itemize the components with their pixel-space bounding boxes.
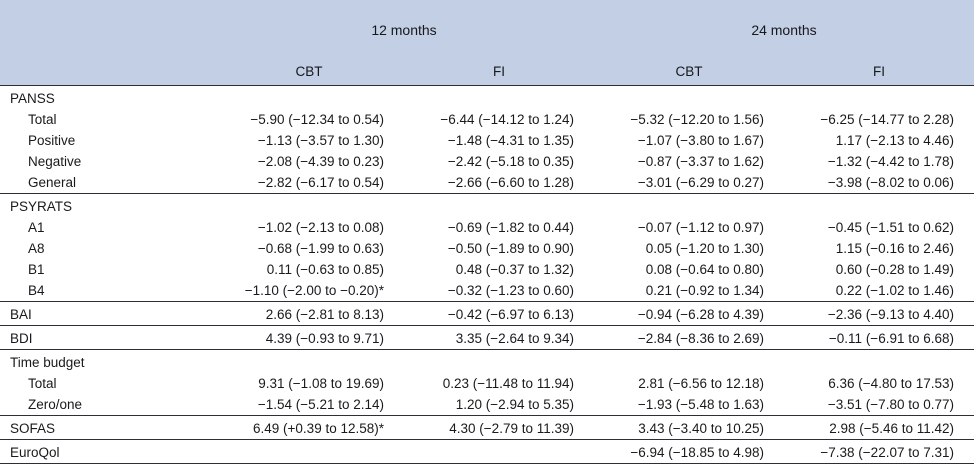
header-group-12-months-label: 12 months [371, 22, 437, 38]
row-label: Positive [0, 130, 214, 151]
header-group-24-months-label: 24 months [751, 22, 817, 38]
row-label: A1 [0, 217, 214, 238]
row-value [594, 194, 784, 218]
row-label: Total [0, 373, 214, 394]
header-sub-24-cbt [594, 57, 784, 86]
header-sub-12-fi [404, 57, 594, 86]
row-label: BDI [0, 326, 214, 350]
table-row [0, 326, 974, 350]
row-value: −0.69 (−1.82 to 0.44) [404, 217, 594, 238]
row-value: 3.43 (−3.40 to 10.25) [594, 416, 784, 440]
row-value: −1.54 (−5.21 to 2.14) [214, 394, 404, 416]
row-label: Zero/one [0, 394, 214, 416]
row-value: 0.22 (−1.02 to 1.46) [784, 280, 974, 302]
table-row [0, 217, 974, 238]
row-value: −3.98 (−8.02 to 0.06) [784, 172, 974, 194]
header-sub-12-cbt [214, 57, 404, 86]
row-value: −1.32 (−4.42 to 1.78) [784, 151, 974, 172]
table-row [0, 280, 974, 302]
row-value: −2.82 (−6.17 to 0.54) [214, 172, 404, 194]
row-value: −2.36 (−9.13 to 4.40) [784, 302, 974, 326]
table-row [0, 172, 974, 194]
row-value [404, 86, 594, 110]
row-value [214, 194, 404, 218]
row-value [404, 440, 594, 464]
row-value [404, 350, 594, 374]
table-row [0, 109, 974, 130]
row-value: 0.11 (−0.63 to 0.85) [214, 259, 404, 280]
row-label: Negative [0, 151, 214, 172]
table-row [0, 259, 974, 280]
row-value [404, 194, 594, 218]
row-label: General [0, 172, 214, 194]
table-row [0, 86, 974, 110]
row-value: −2.66 (−6.60 to 1.28) [404, 172, 594, 194]
row-label: BAI [0, 302, 214, 326]
row-value: 0.05 (−1.20 to 1.30) [594, 238, 784, 259]
row-value: −0.11 (−6.91 to 6.68) [784, 326, 974, 350]
row-value: 0.48 (−0.37 to 1.32) [404, 259, 594, 280]
header-sub-12-cbt-label: CBT [295, 63, 323, 79]
row-value: 9.31 (−1.08 to 19.69) [214, 373, 404, 394]
row-label: B1 [0, 259, 214, 280]
row-value: 0.60 (−0.28 to 1.49) [784, 259, 974, 280]
table-row [0, 373, 974, 394]
row-value: −5.32 (−12.20 to 1.56) [594, 109, 784, 130]
row-value: −1.13 (−3.57 to 1.30) [214, 130, 404, 151]
row-value: −0.45 (−1.51 to 0.62) [784, 217, 974, 238]
row-value: −2.08 (−4.39 to 0.23) [214, 151, 404, 172]
row-value: 1.17 (−2.13 to 4.46) [784, 130, 974, 151]
table-row [0, 416, 974, 440]
row-value: 4.30 (−2.79 to 11.39) [404, 416, 594, 440]
header-sub-24-fi-label: FI [873, 63, 885, 79]
row-label: PSYRATS [0, 194, 214, 218]
table-body [0, 86, 974, 464]
row-value [784, 86, 974, 110]
table-row [0, 350, 974, 374]
row-value: 6.49 (+0.39 to 12.58)* [214, 416, 404, 440]
row-label: SOFAS [0, 416, 214, 440]
header-sub-blank [0, 57, 214, 86]
row-value [594, 350, 784, 374]
header-group-24-months [594, 0, 974, 57]
row-value: 6.36 (−4.80 to 17.53) [784, 373, 974, 394]
row-value: 2.81 (−6.56 to 12.18) [594, 373, 784, 394]
row-value: −1.07 (−3.80 to 1.67) [594, 130, 784, 151]
table-row [0, 440, 974, 464]
row-value: 2.66 (−2.81 to 8.13) [214, 302, 404, 326]
table-row [0, 130, 974, 151]
row-value [214, 86, 404, 110]
row-value: −2.42 (−5.18 to 0.35) [404, 151, 594, 172]
row-value: −0.68 (−1.99 to 0.63) [214, 238, 404, 259]
row-value [594, 86, 784, 110]
row-value: −0.32 (−1.23 to 0.60) [404, 280, 594, 302]
row-value: −2.84 (−8.36 to 2.69) [594, 326, 784, 350]
header-group-12-months [214, 0, 594, 57]
row-value: 0.08 (−0.64 to 0.80) [594, 259, 784, 280]
table-header [0, 0, 974, 86]
table-row [0, 194, 974, 218]
row-value: −0.94 (−6.28 to 4.39) [594, 302, 784, 326]
row-label: A8 [0, 238, 214, 259]
row-value: −1.48 (−4.31 to 1.35) [404, 130, 594, 151]
header-corner-blank [0, 0, 214, 57]
table-row [0, 238, 974, 259]
row-label: Time budget [0, 350, 214, 374]
row-label: Total [0, 109, 214, 130]
row-value [214, 440, 404, 464]
row-value: −6.44 (−14.12 to 1.24) [404, 109, 594, 130]
header-group-row [0, 0, 974, 57]
row-value: 4.39 (−0.93 to 9.71) [214, 326, 404, 350]
row-value: −0.07 (−1.12 to 0.97) [594, 217, 784, 238]
header-sub-row [0, 57, 974, 86]
row-label: PANSS [0, 86, 214, 110]
row-value: −3.01 (−6.29 to 0.27) [594, 172, 784, 194]
row-value: −1.10 (−2.00 to −0.20)* [214, 280, 404, 302]
table-row [0, 151, 974, 172]
row-value: −0.42 (−6.97 to 6.13) [404, 302, 594, 326]
row-value: −6.94 (−18.85 to 4.98) [594, 440, 784, 464]
row-value: −0.87 (−3.37 to 1.62) [594, 151, 784, 172]
row-value: 2.98 (−5.46 to 11.42) [784, 416, 974, 440]
row-value: 3.35 (−2.64 to 9.34) [404, 326, 594, 350]
row-value: −3.51 (−7.80 to 0.77) [784, 394, 974, 416]
row-label: EuroQol [0, 440, 214, 464]
row-value [214, 350, 404, 374]
row-value: −5.90 (−12.34 to 0.54) [214, 109, 404, 130]
row-value: 1.15 (−0.16 to 2.46) [784, 238, 974, 259]
row-value: −0.50 (−1.89 to 0.90) [404, 238, 594, 259]
row-value: −1.93 (−5.48 to 1.63) [594, 394, 784, 416]
row-value: 1.20 (−2.94 to 5.35) [404, 394, 594, 416]
header-sub-24-cbt-label: CBT [675, 63, 703, 79]
row-value: −1.02 (−2.13 to 0.08) [214, 217, 404, 238]
row-value: 0.23 (−11.48 to 11.94) [404, 373, 594, 394]
row-value: −7.38 (−22.07 to 7.31) [784, 440, 974, 464]
header-sub-12-fi-label: FI [493, 63, 505, 79]
table-row [0, 394, 974, 416]
row-value: 0.21 (−0.92 to 1.34) [594, 280, 784, 302]
row-value: −6.25 (−14.77 to 2.28) [784, 109, 974, 130]
row-value [784, 350, 974, 374]
row-value [784, 194, 974, 218]
header-sub-24-fi [784, 57, 974, 86]
table-row [0, 302, 974, 326]
row-label: B4 [0, 280, 214, 302]
